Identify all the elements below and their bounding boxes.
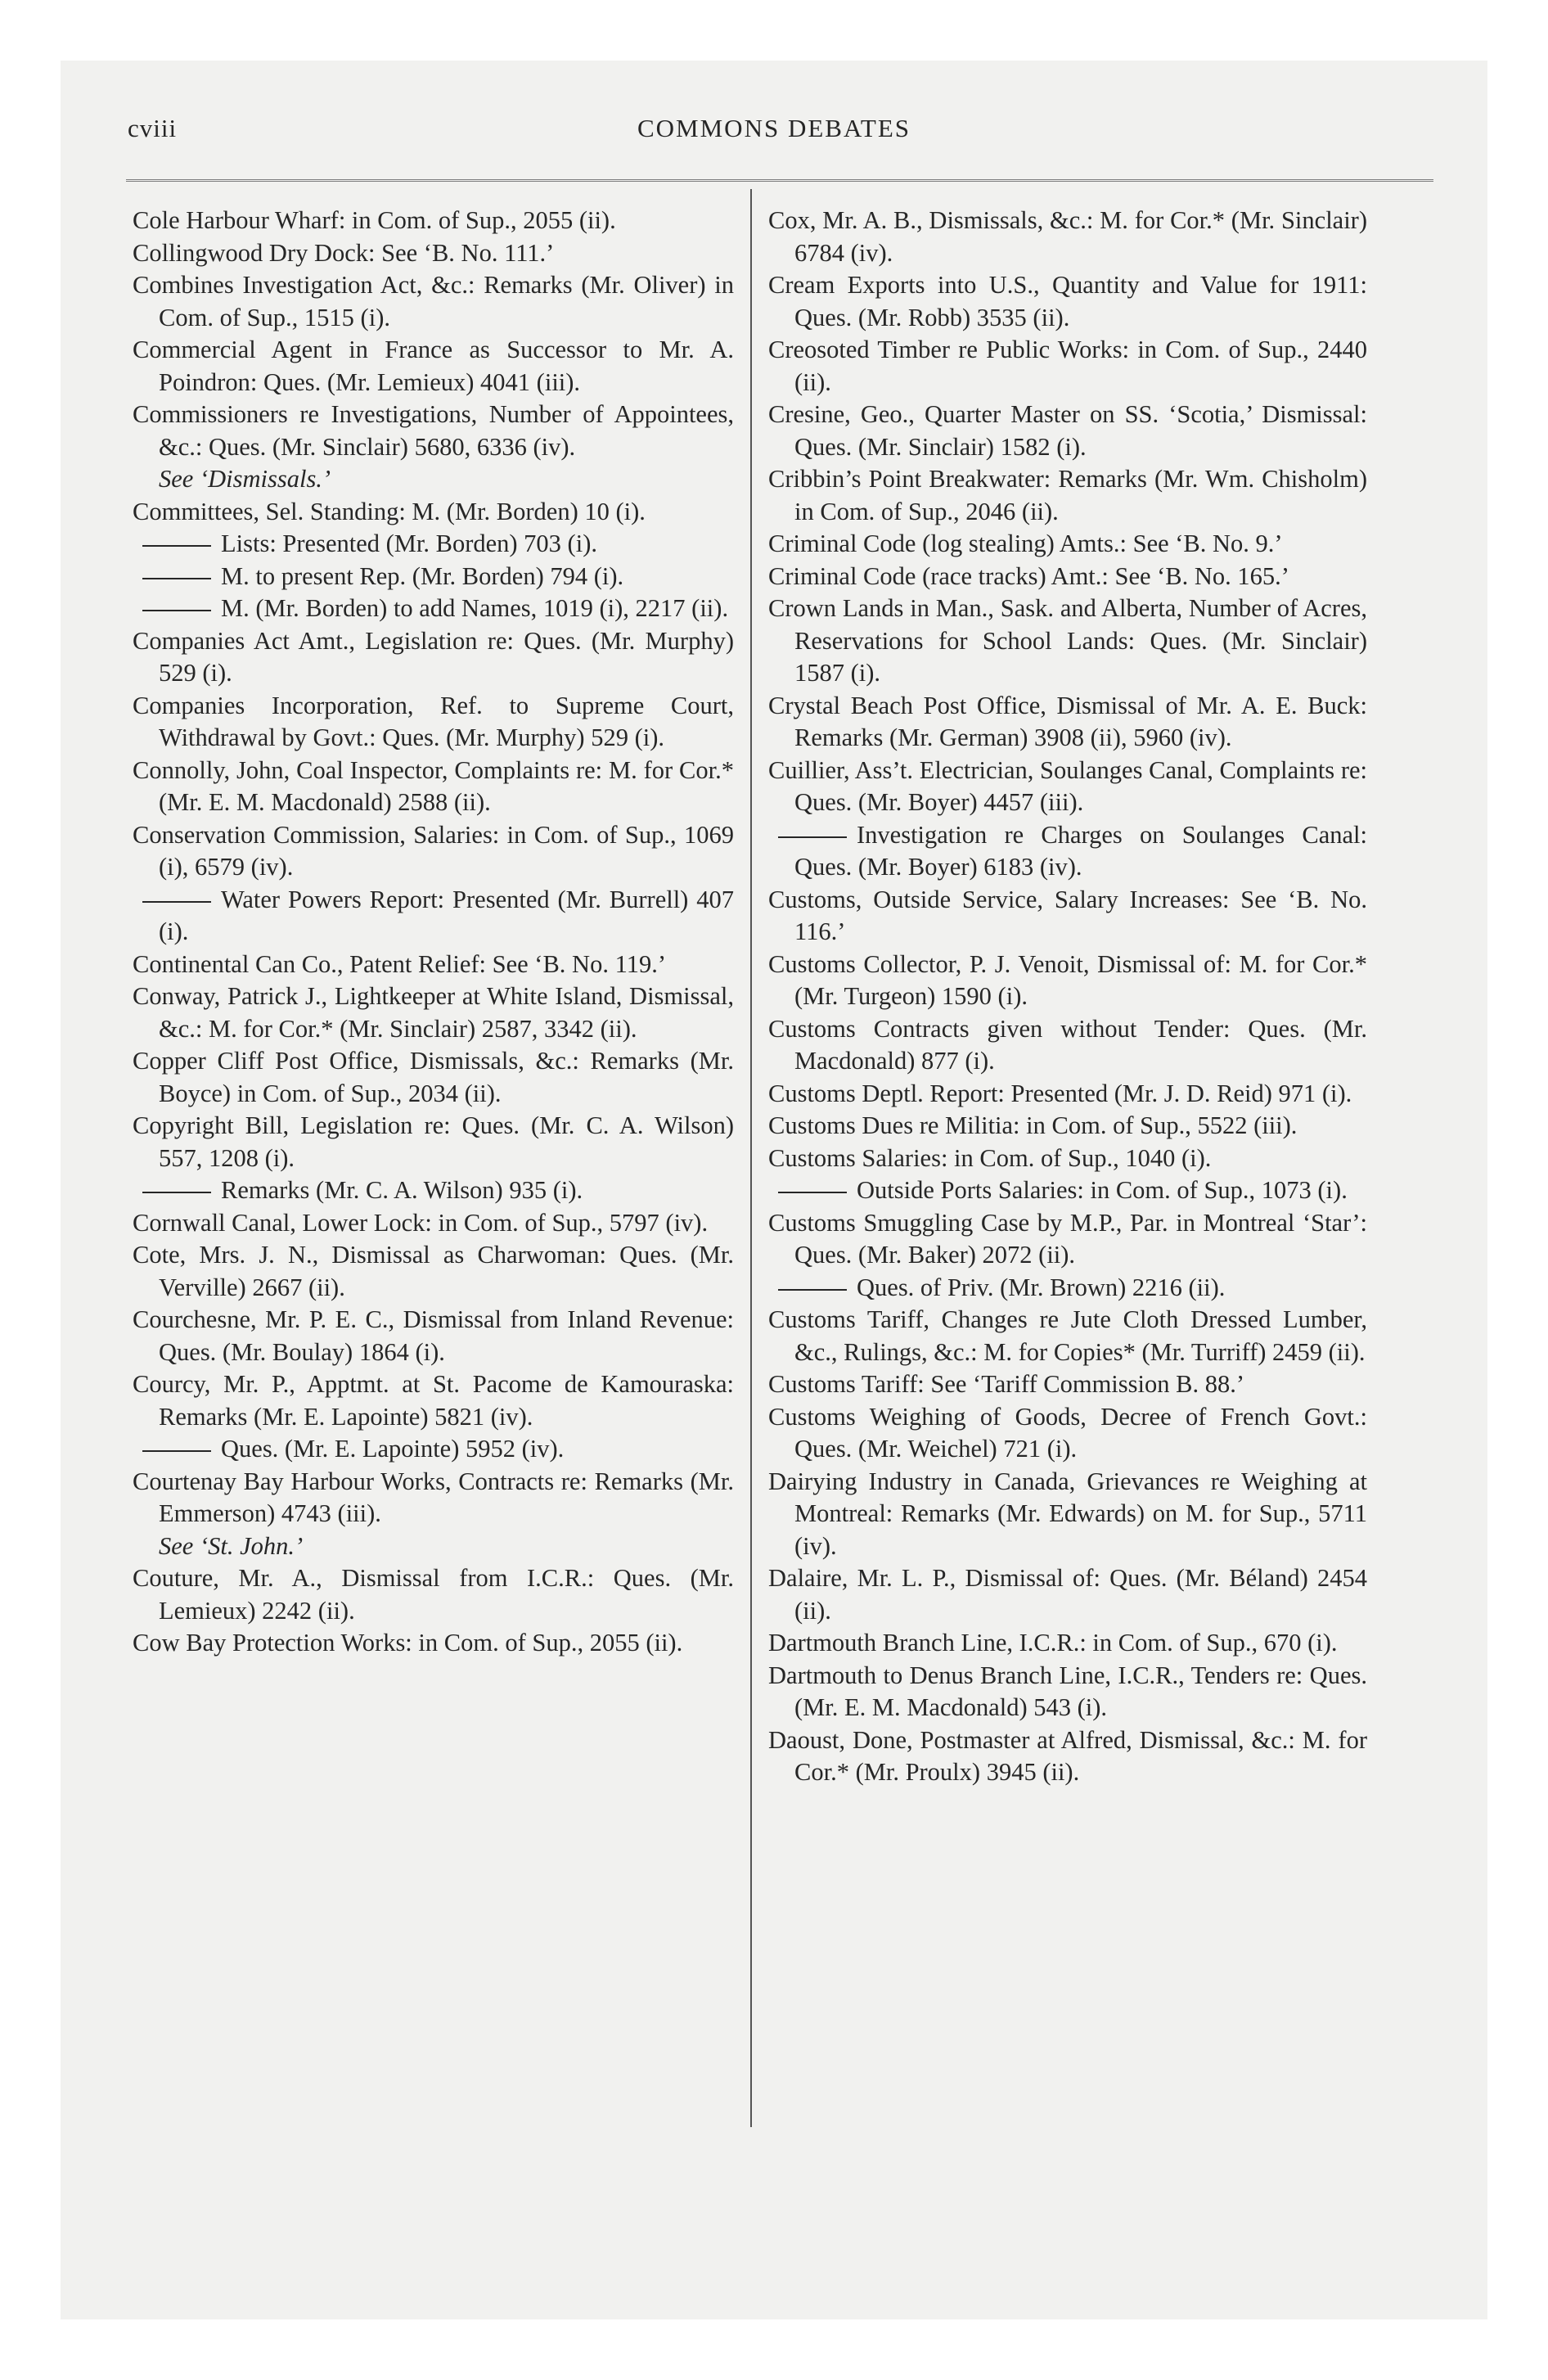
index-subentry: M. (Mr. Borden) to add Names, 1019 (i), 2217 (ii). bbox=[133, 593, 734, 625]
ditto-dash bbox=[778, 836, 847, 838]
header-rule bbox=[126, 179, 1433, 182]
page-number: cviii bbox=[128, 114, 178, 142]
index-entry: Copyright Bill, Legislation re: Ques. (Mr. C. A. Wilson) 557, 1208 (i). bbox=[133, 1111, 734, 1172]
page-title: COMMONS DEBATES bbox=[637, 114, 911, 142]
index-entry: Customs Weighing of Goods, Decree of French Govt.: Ques. (Mr. Weichel) 721 (i). bbox=[768, 1402, 1367, 1463]
index-entry: Cresine, Geo., Quarter Master on SS. ‘Scotia,’ Dismissal: Ques. (Mr. Sinclair) 1582 (i). bbox=[768, 400, 1367, 461]
index-entry: Continental Can Co., Patent Relief: See ‘B. No. 119.’ bbox=[133, 949, 666, 978]
index-entry: Customs Smuggling Case by M.P., Par. in Montreal ‘Star’: Ques. (Mr. Baker) 2072 (ii). bbox=[768, 1208, 1367, 1269]
index-subentry: Ques. of Priv. (Mr. Brown) 2216 (ii). bbox=[768, 1272, 1367, 1305]
ditto-dash bbox=[142, 545, 211, 547]
index-entry: Creosoted Timber re Public Works: in Com. of Sup., 2440 (ii). bbox=[768, 336, 1367, 396]
index-entry: Crystal Beach Post Office, Dismissal of Mr. A. E. Buck: Remarks (Mr. German) 3908 (ii), 5960 (iv). bbox=[768, 691, 1367, 751]
index-entry: Crown Lands in Man., Sask. and Alberta, Number of Acres, Reservations for School Lands: Ques. (Mr. Sinclair) 1587 (i). bbox=[768, 594, 1367, 687]
cross-reference: See ‘Dismissals.’ bbox=[159, 465, 331, 493]
index-entry: Couture, Mr. A., Dismissal from I.C.R.: Ques. (Mr. Lemieux) 2242 (ii). bbox=[133, 1564, 734, 1625]
cross-reference: See ‘St. John.’ bbox=[159, 1531, 304, 1560]
index-entry: Combines Investigation Act, &c.: Remarks (Mr. Oliver) in Com. of Sup., 1515 (i). bbox=[133, 271, 734, 331]
index-entry: Cream Exports into U.S., Quantity and Value for 1911: Ques. (Mr. Robb) 3535 (ii). bbox=[768, 271, 1367, 331]
index-entry: Companies Incorporation, Ref. to Supreme Court, Withdrawal by Govt.: Ques. (Mr. Murphy) 529 (i). bbox=[133, 691, 734, 751]
ditto-dash bbox=[142, 1192, 211, 1193]
index-entry: Cox, Mr. A. B., Dismissals, &c.: M. for Cor.* (Mr. Sinclair) 6784 (iv). bbox=[768, 206, 1367, 267]
ditto-dash bbox=[778, 1192, 847, 1193]
index-entry: Courtenay Bay Harbour Works, Contracts re: Remarks (Mr. Emmerson) 4743 (iii). bbox=[133, 1467, 734, 1527]
index-entry: Dartmouth Branch Line, I.C.R.: in Com. of Sup., 670 (i). bbox=[768, 1629, 1338, 1657]
index-entry: Companies Act Amt., Legislation re: Ques. (Mr. Murphy) 529 (i). bbox=[133, 626, 734, 687]
index-entry: Cuillier, Ass’t. Electrician, Soulanges Canal, Complaints re: Ques. (Mr. Boyer) 4457 (iii). bbox=[768, 755, 1367, 816]
index-entry: Cote, Mrs. J. N., Dismissal as Charwoman: Ques. (Mr. Verville) 2667 (ii). bbox=[133, 1241, 734, 1301]
ditto-dash bbox=[778, 1289, 847, 1291]
page bbox=[61, 61, 1487, 2319]
running-head bbox=[128, 114, 1420, 153]
index-entry: Conservation Commission, Salaries: in Com. of Sup., 1069 (i), 6579 (iv). bbox=[133, 820, 734, 881]
index-entry: Customs Contracts given without Tender: Ques. (Mr. Macdonald) 877 (i). bbox=[768, 1014, 1367, 1075]
index-entry: Dalaire, Mr. L. P., Dismissal of: Ques. (Mr. Béland) 2454 (ii). bbox=[768, 1564, 1367, 1625]
index-subentry: Investigation re Charges on Soulanges Canal: Ques. (Mr. Boyer) 6183 (iv). bbox=[768, 819, 1367, 884]
index-entry: Daoust, Done, Postmaster at Alfred, Dismissal, &c.: M. for Cor.* (Mr. Proulx) 3945 (ii). bbox=[768, 1725, 1367, 1786]
index-entry: Dairying Industry in Canada, Grievances re Weighing at Montreal: Remarks (Mr. Edwards) on M. for Sup., 5711 (iv). bbox=[768, 1467, 1367, 1560]
index-entry: Criminal Code (log stealing) Amts.: See ‘B. No. 9.’ bbox=[768, 530, 1283, 557]
ditto-dash bbox=[142, 901, 211, 903]
index-entry: Commissioners re Investigations, Number of Appointees, &c.: Ques. (Mr. Sinclair) 5680, 6336 (iv). bbox=[133, 400, 734, 461]
index-entry: Connolly, John, Coal Inspector, Complaints re: M. for Cor.* (Mr. E. M. Macdonald) 2588 (ii). bbox=[133, 755, 734, 816]
index-subentry: Remarks (Mr. C. A. Wilson) 935 (i). bbox=[133, 1174, 734, 1207]
index-entry: Customs Tariff: See ‘Tariff Commission B. 88.’ bbox=[768, 1370, 1244, 1398]
index-entry: Customs Tariff, Changes re Jute Cloth Dressed Lumber, &c., Rulings, &c.: M. for Copies* (Mr. Turriff) 2459 (ii). bbox=[768, 1305, 1367, 1366]
index-entry: Customs, Outside Service, Salary Increases: See ‘B. No. 116.’ bbox=[768, 885, 1367, 945]
index-entry: Cornwall Canal, Lower Lock: in Com. of Sup., 5797 (iv). bbox=[133, 1208, 709, 1237]
index-entry: Customs Dues re Militia: in Com. of Sup., 5522 (iii). bbox=[768, 1111, 1298, 1139]
index-entry: Customs Deptl. Report: Presented (Mr. J. D. Reid) 971 (i). bbox=[768, 1079, 1352, 1107]
right-column bbox=[768, 205, 1367, 1789]
index-entry: Collingwood Dry Dock: See ‘B. No. 111.’ bbox=[133, 238, 555, 267]
ditto-dash bbox=[142, 1450, 211, 1452]
index-subentry: M. to present Rep. (Mr. Borden) 794 (i). bbox=[133, 561, 734, 593]
index-subentry: Water Powers Report: Presented (Mr. Burrell) 407 (i). bbox=[133, 884, 734, 949]
index-entry: Customs Salaries: in Com. of Sup., 1040 (i). bbox=[768, 1143, 1212, 1172]
index-entry: Dartmouth to Denus Branch Line, I.C.R., Tenders re: Ques. (Mr. E. M. Macdonald) 543 (i). bbox=[768, 1661, 1367, 1721]
index-subentry: Lists: Presented (Mr. Borden) 703 (i). bbox=[133, 528, 734, 561]
index-entry: Customs Collector, P. J. Venoit, Dismissal of: M. for Cor.* (Mr. Turgeon) 1590 (i). bbox=[768, 949, 1367, 1010]
ditto-dash bbox=[142, 578, 211, 579]
column-divider bbox=[750, 189, 752, 2127]
index-entry: Cole Harbour Wharf: in Com. of Sup., 2055 (ii). bbox=[133, 206, 616, 234]
ditto-dash bbox=[142, 610, 211, 611]
index-entry: Commercial Agent in France as Successor to Mr. A. Poindron: Ques. (Mr. Lemieux) 4041 (iii). bbox=[133, 336, 734, 396]
index-entry: Conway, Patrick J., Lightkeeper at White Island, Dismissal, &c.: M. for Cor.* (Mr. Sinclair) 2587, 3342 (ii). bbox=[133, 982, 734, 1043]
index-entry: Copper Cliff Post Office, Dismissals, &c.: Remarks (Mr. Boyce) in Com. of Sup., 2034 (ii). bbox=[133, 1047, 734, 1107]
index-subentry: Outside Ports Salaries: in Com. of Sup., 1073 (i). bbox=[768, 1174, 1367, 1207]
left-column bbox=[133, 205, 734, 1660]
index-entry: Courchesne, Mr. P. E. C., Dismissal from Inland Revenue: Ques. (Mr. Boulay) 1864 (i). bbox=[133, 1305, 734, 1366]
index-entry: Criminal Code (race tracks) Amt.: See ‘B. No. 165.’ bbox=[768, 561, 1289, 590]
index-entry: Cribbin’s Point Breakwater: Remarks (Mr. Wm. Chisholm) in Com. of Sup., 2046 (ii). bbox=[768, 465, 1367, 525]
index-entry: Committees, Sel. Standing: M. (Mr. Borden) 10 (i). bbox=[133, 497, 646, 525]
index-entry: Cow Bay Protection Works: in Com. of Sup., 2055 (ii). bbox=[133, 1629, 683, 1657]
index-subentry: Ques. (Mr. E. Lapointe) 5952 (iv). bbox=[133, 1433, 734, 1466]
index-entry: Courcy, Mr. P., Apptmt. at St. Pacome de Kamouraska: Remarks (Mr. E. Lapointe) 5821 (iv). bbox=[133, 1370, 734, 1431]
